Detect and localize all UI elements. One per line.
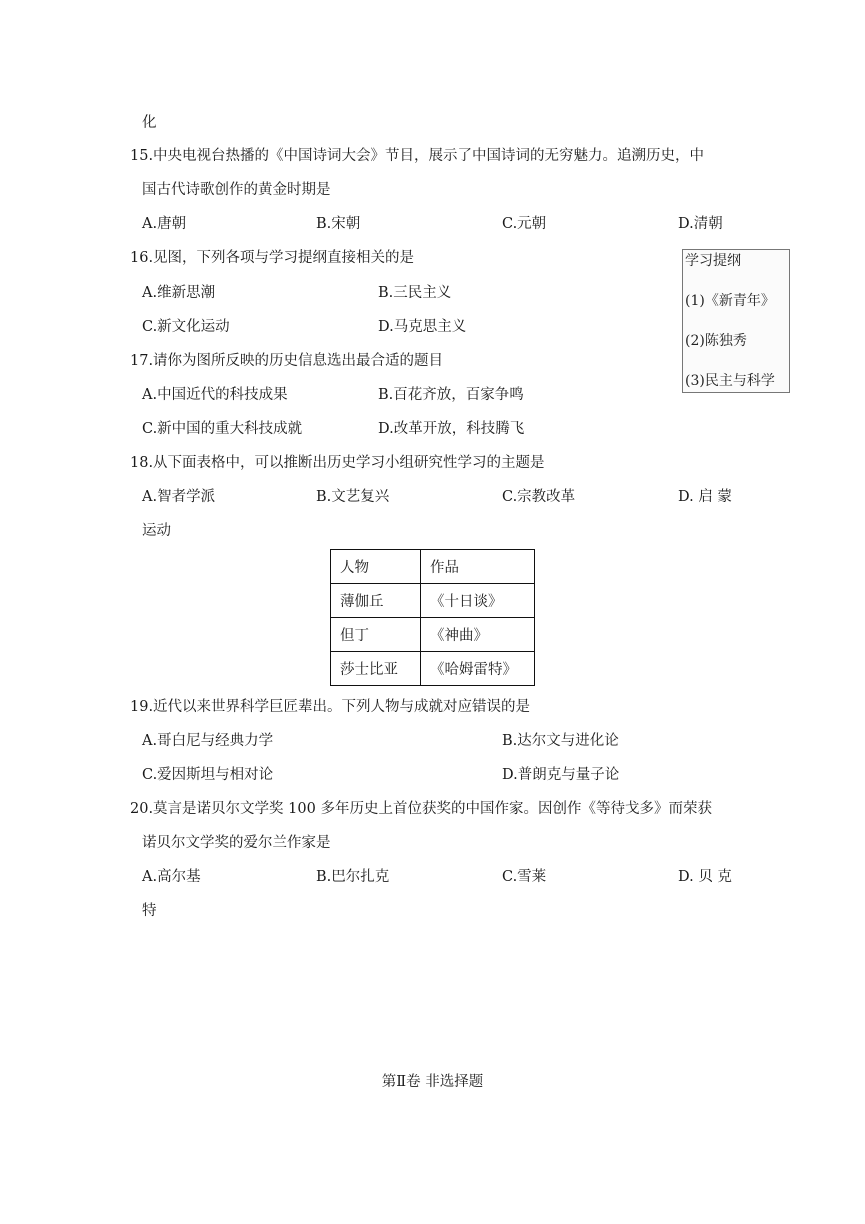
section-title: 第Ⅱ卷 非选择题 [381, 1074, 484, 1090]
question-15-option-c: C.元朝 [502, 216, 547, 232]
question-15-stem-line1: 15.中央电视台热播的《中国诗词大会》节目，展示了中国诗词的无穷魅力。追溯历史，中 [130, 148, 705, 164]
question-17-option-a: A.中国近代的科技成果 [142, 387, 288, 403]
question-20-stem-line2: 诺贝尔文学奖的爱尔兰作家是 [142, 835, 331, 851]
question-15-option-b: B.宋朝 [316, 216, 361, 232]
question-16-option-b: B.三民主义 [378, 285, 452, 301]
question-17-option-b: B.百花齐放，百家争鸣 [378, 387, 524, 403]
question-17-option-d: D.改革开放，科技腾飞 [378, 421, 525, 437]
table-cell: 莎士比亚 [331, 652, 421, 686]
study-outline-figure [682, 249, 790, 393]
question-18-option-d-wrap: 运动 [142, 523, 171, 539]
table-cell: 薄伽丘 [331, 584, 421, 618]
question-19-option-d: D.普朗克与量子论 [502, 767, 620, 783]
table-header-row [331, 550, 535, 584]
question-17-option-c: C.新中国的重大科技成就 [142, 421, 303, 437]
renaissance-works-table [330, 549, 535, 686]
question-20-stem-line1: 20.莫言是诺贝尔文学奖 100 多年历史上首位获奖的中国作家。因创作《等待戈多》而荣获 [130, 801, 712, 817]
question-20-option-a: A.高尔基 [142, 869, 201, 885]
table-row [331, 584, 535, 618]
question-20-option-c: C.雪莱 [502, 869, 547, 885]
study-outline-item-1: (1)《新青年》 [685, 293, 775, 309]
question-16-option-a: A.维新思潮 [142, 285, 216, 301]
question-16-stem: 16.见图，下列各项与学习提纲直接相关的是 [130, 250, 415, 266]
question-16-option-d: D.马克思主义 [378, 319, 467, 335]
question-18-option-b: B.文艺复兴 [316, 489, 390, 505]
question-19-stem: 19.近代以来世界科学巨匠辈出。下列人物与成就对应错误的是 [130, 699, 531, 715]
question-17-stem: 17.请你为图所反映的历史信息选出最合适的题目 [130, 353, 444, 369]
study-outline-title: 学习提纲 [685, 253, 741, 269]
question-20-option-d-wrap: 特 [142, 903, 157, 919]
question-19-option-a: A.哥白尼与经典力学 [142, 733, 274, 749]
question-20-option-b: B.巴尔扎克 [316, 869, 390, 885]
question-15-option-a: A.唐朝 [142, 216, 187, 232]
table-row [331, 652, 535, 686]
question-15-option-d: D.清朝 [678, 216, 723, 232]
question-15-stem-line2: 国古代诗歌创作的黄金时期是 [142, 182, 331, 198]
table-cell: 但丁 [331, 618, 421, 652]
question-19-option-b: B.达尔文与进化论 [502, 733, 619, 749]
table-header-cell: 作品 [421, 550, 535, 584]
table-cell: 《十日谈》 [421, 584, 535, 618]
table-cell: 《哈姆雷特》 [421, 652, 535, 686]
question-18-stem: 18.从下面表格中，可以推断出历史学习小组研究性学习的主题是 [130, 455, 545, 471]
continuation-text: 化 [142, 115, 157, 131]
question-18-option-c: C.宗教改革 [502, 489, 576, 505]
question-16-option-c: C.新文化运动 [142, 319, 230, 335]
table-row [331, 618, 535, 652]
question-19-option-c: C.爱因斯坦与相对论 [142, 767, 274, 783]
question-20-option-d: D. 贝 克 [678, 869, 732, 885]
table-header-cell: 人物 [331, 550, 421, 584]
study-outline-item-3: (3)民主与科学 [685, 373, 775, 389]
question-18-option-d: D. 启 蒙 [678, 489, 732, 505]
study-outline-item-2: (2)陈独秀 [685, 333, 747, 349]
table-cell: 《神曲》 [421, 618, 535, 652]
question-18-option-a: A.智者学派 [142, 489, 216, 505]
